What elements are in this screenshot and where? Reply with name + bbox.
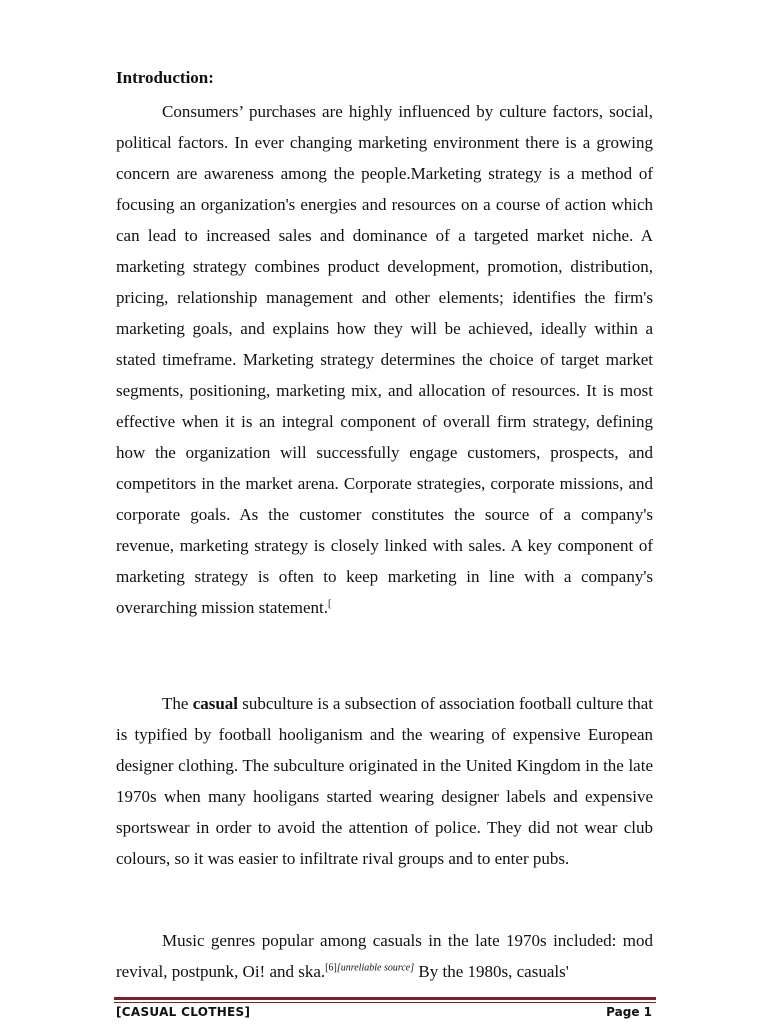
truncated-citation-mark: [	[327, 598, 332, 610]
music-paragraph-text: Music genres popular among casuals in the late 1970s included: mod revival, postpunk, Oi! and ska.	[116, 931, 653, 981]
casual-paragraph-text: subculture is a subsection of association football culture that is typified by football hooliganism and the wearing of expensive European designer clothing. The subculture originated in the United Kingdom in the late 1970s when many hooligans started wearing designer labels and expensive sportswear in order to avoid the attention of police. They did not wear club colours, so it was easier to infiltrate rival groups and to enter pubs.	[116, 694, 654, 868]
intro-paragraph	[116, 96, 653, 623]
casual-paragraph	[116, 688, 653, 874]
footer-rule-thick	[114, 997, 656, 1000]
footer-document-title: [CASUAL CLOTHES]	[116, 1005, 251, 1019]
section-heading: Introduction:	[116, 68, 214, 87]
intro-paragraph-text: Consumers’ purchases are highly influenced by culture factors, social, political factors. In ever changing marketing environment there is a growing concern are awareness among the people.Marketing strategy is a method of focusing an organization's energies and resources on a course of action which can lead to increased sales and dominance of a targeted market niche. A marketing strategy combines product development, promotion, distribution, pricing, relationship management and other elements; identifies the firm's marketing goals, and explains how they will be achieved, ideally within a stated timeframe. Marketing strategy determines the choice of target market segments, positioning, marketing mix, and allocation of resources. It is most effective when it is an integral component of overall firm strategy, defining how the organization will successfully engage customers, prospects, and competitors in the market arena. Corporate strategies, corporate missions, and corporate goals. As the customer constitutes the source of a company's revenue, marketing strategy is closely linked with sales. A key component of marketing strategy is often to keep marketing in line with a company's overarching mission statement.	[116, 102, 653, 617]
casual-paragraph-prefix: The	[162, 694, 193, 713]
footer-page-number: Page 1	[606, 1005, 652, 1019]
unreliable-source-note[interactable]: [unreliable source]	[336, 962, 415, 974]
casual-bold-term: casual	[192, 694, 239, 713]
music-paragraph	[116, 925, 653, 987]
footer-rule-thin	[114, 1002, 656, 1003]
music-paragraph-continuation: By the 1980s, casuals'	[414, 962, 569, 981]
citation-link[interactable]: [6]	[325, 962, 337, 974]
